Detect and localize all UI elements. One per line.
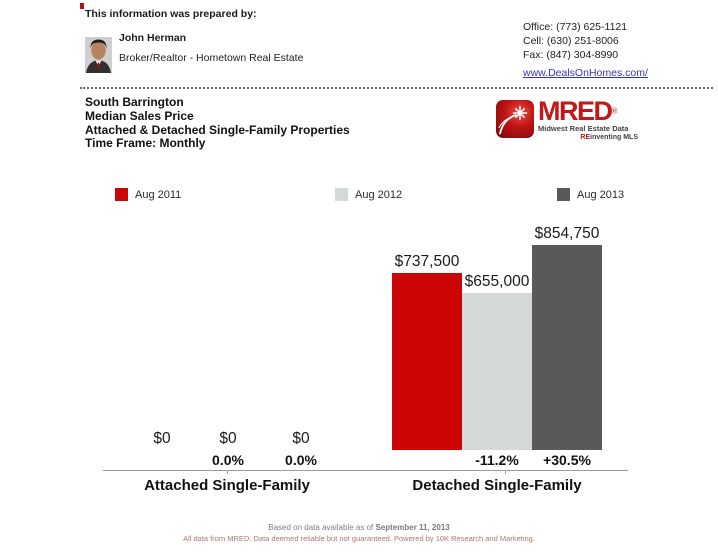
category-label-detached: Detached Single-Family <box>412 477 582 494</box>
mred-logo-wordmark: MRED <box>538 96 612 126</box>
bar-detached-aug2011 <box>392 273 462 450</box>
subtagline-re: RE <box>580 134 591 141</box>
bar-value-label: $0 <box>292 430 310 447</box>
legend-swatch-aug-2012 <box>335 188 348 201</box>
bar-value-label: $737,500 <box>394 253 460 270</box>
subtagline-rest: inventing MLS <box>590 134 638 141</box>
website-link[interactable]: www.DealsOnHomes.com/ <box>523 67 648 79</box>
footer-data-as-of-prefix: Based on data available as of <box>268 523 376 532</box>
pct-change-detached-aug2013: +30.5% <box>543 452 591 468</box>
registered-mark: ® <box>611 106 618 116</box>
report-title-timeframe: Time Frame: Monthly <box>85 136 206 151</box>
bar-column-attached-aug2011 <box>130 430 194 450</box>
bar-value-label: $854,750 <box>534 225 600 242</box>
x-axis-line <box>103 470 628 471</box>
bar-value-label: $655,000 <box>464 273 530 290</box>
report-title-metric: Median Sales Price <box>85 108 194 123</box>
report-title-property-types: Attached & Detached Single-Family Properties <box>85 122 350 137</box>
bar-column-detached-aug2013 <box>532 225 602 450</box>
pct-change-attached-aug2013: 0.0% <box>285 452 317 468</box>
x-axis-tick-attached <box>227 470 228 474</box>
contact-office: Office: (773) 625-1121 <box>523 21 628 33</box>
legend-item-aug-2011 <box>115 188 181 201</box>
contact-fax: Fax: (847) 304-8990 <box>523 49 619 61</box>
legend-label-aug-2012: Aug 2012 <box>355 188 403 201</box>
page-edge-mark <box>80 3 84 9</box>
legend-swatch-aug-2011 <box>115 188 128 201</box>
report-title-block <box>85 96 350 151</box>
agent-headshot-image <box>85 37 112 73</box>
mred-logo-subtagline <box>538 134 638 141</box>
legend-item-aug-2012 <box>335 188 402 201</box>
agent-photo <box>85 37 112 73</box>
pct-change-attached-aug2012: 0.0% <box>212 452 244 468</box>
bar-column-attached-aug2013 <box>269 430 333 450</box>
x-axis-tick-detached <box>505 470 506 474</box>
mred-logo <box>496 98 638 146</box>
footer-disclaimer: All data from MRED. Data deemed reliable but not guaranteed. Powered by 10K Research and Marketing. <box>183 534 535 543</box>
legend-label-aug-2013: Aug 2013 <box>577 188 625 201</box>
agent-title: Broker/Realtor - Hometown Real Estate <box>119 52 304 64</box>
legend-swatch-aug-2013 <box>557 188 570 201</box>
bar-value-label: $0 <box>219 430 237 447</box>
bar-column-attached-aug2012 <box>196 430 260 450</box>
bar-column-detached-aug2012 <box>462 273 532 450</box>
mred-logo-tagline: Midwest Real Estate Data <box>538 124 629 133</box>
report-title-area: South Barrington <box>85 95 184 109</box>
agent-name: John Herman <box>119 32 187 44</box>
mred-logo-text <box>538 98 638 141</box>
pct-change-detached-aug2012: -11.2% <box>475 452 519 468</box>
legend-label-aug-2011: Aug 2011 <box>135 188 182 201</box>
prepared-by-label: This information was prepared by: <box>85 8 257 20</box>
mred-logo-icon <box>496 100 534 143</box>
legend-item-aug-2013 <box>557 188 624 201</box>
bar-value-label: $0 <box>153 430 171 447</box>
bar-detached-aug2012 <box>462 293 532 450</box>
footer-data-as-of-date: September 11, 2013 <box>375 523 450 532</box>
header-separator <box>80 87 713 89</box>
category-label-attached: Attached Single-Family <box>144 477 310 494</box>
footer-data-as-of <box>0 523 718 532</box>
contact-block <box>523 20 627 62</box>
bar-detached-aug2013 <box>532 245 602 450</box>
contact-cell: Cell: (630) 251-8006 <box>523 35 619 47</box>
bar-column-detached-aug2011 <box>392 253 462 450</box>
